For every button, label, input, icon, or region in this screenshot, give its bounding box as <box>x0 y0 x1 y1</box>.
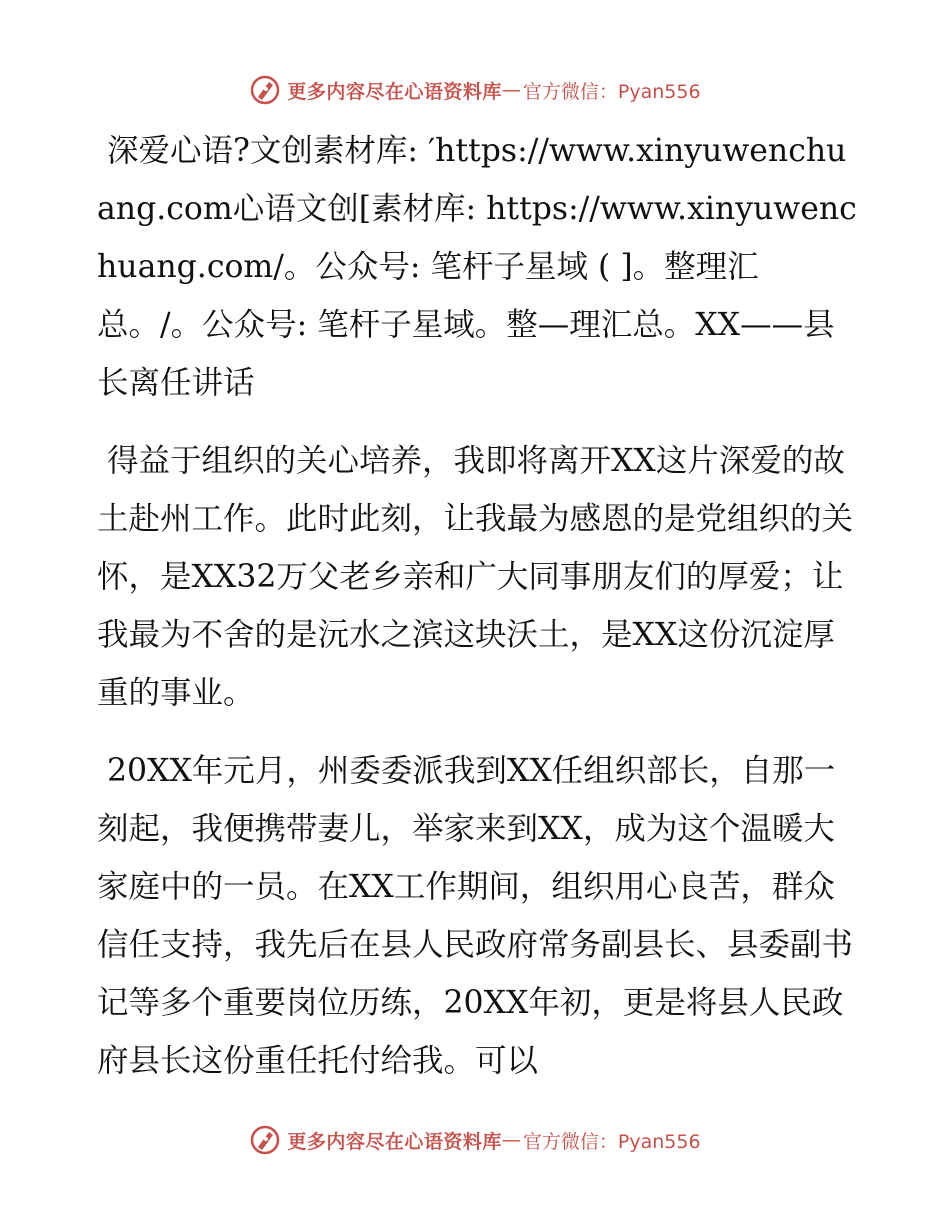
pen-logo-icon <box>249 74 281 106</box>
paragraph-history: 20XX年元月，州委委派我到XX任组织部长，自那一刻起，我便携带妻儿，举家来到XX，成为这个温暖大家庭中的一员。在XX工作期间，组织用心良苦，群众信任支持，我先后在县人民政府常务副县长、县委副书记等多个重要岗位历练，20XX年初，更是将县人民政府县长这份重任托付给我。可以 <box>97 753 854 1079</box>
footer-banner-separator: — <box>501 1129 521 1151</box>
header-banner <box>0 70 950 110</box>
pen-logo-icon <box>249 1124 281 1156</box>
header-banner-separator: — <box>501 79 521 101</box>
footer-banner <box>0 1120 950 1160</box>
header-banner-text: 更多内容尽在心语资料库 <box>287 80 502 103</box>
footer-account-text: 官方微信：Pyan556 <box>522 1130 701 1153</box>
paragraph-gratitude: 得益于组织的关心培养，我即将离开XX这片深爱的故土赴州工作。此时此刻，让我最为感恩的是党组织的关怀，是XX32万父老乡亲和广大同事朋友们的厚爱；让我最为不舍的是沅水之滨这块沃土，是XX这份沉淀厚重的事业。 <box>97 443 854 711</box>
header-account-text: 官方微信：Pyan556 <box>522 80 701 103</box>
paragraph-intro: 深爱心语?文创素材库: ′https://www.xinyuwenchuang.com心语文创[素材库: https://www.xinyuwenchuang.com/。公众号: 笔杆子星域 ( ]。整理汇总。/。公众号: 笔杆子星域。整—理汇总。XX——县长离任讲话 <box>97 133 857 401</box>
document-body <box>97 122 859 1110</box>
footer-banner-text: 更多内容尽在心语资料库 <box>287 1130 502 1153</box>
